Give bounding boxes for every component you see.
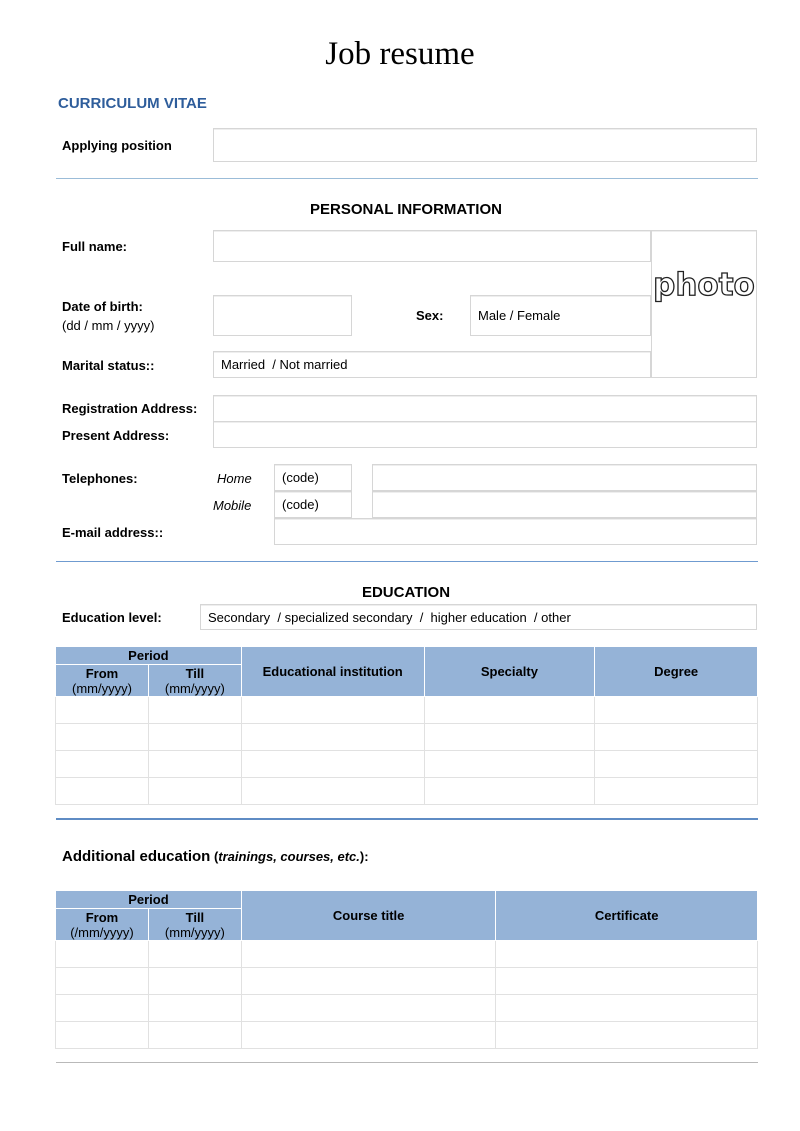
additional-education-heading: [62, 848, 369, 865]
cv-heading: CURRICULUM VITAE: [58, 95, 207, 112]
certificate-header: Certificate: [496, 891, 758, 941]
from-label: From: [85, 665, 119, 681]
table-cell[interactable]: [241, 941, 496, 968]
from-format: (mm/yyyy): [71, 680, 132, 696]
table-cell[interactable]: [148, 1022, 241, 1049]
table-cell[interactable]: [595, 724, 758, 751]
table-cell[interactable]: [56, 697, 149, 724]
table-row: [56, 968, 758, 995]
document-title: Job resume: [325, 36, 475, 72]
table-cell[interactable]: [56, 1022, 149, 1049]
table-cell[interactable]: [241, 778, 424, 805]
education-level-field[interactable]: [200, 604, 757, 630]
home-phone-code-field[interactable]: [274, 464, 352, 491]
home-code-placeholder: (code): [282, 470, 319, 485]
additional-heading-italic: trainings, courses, etc.: [218, 849, 360, 864]
table-cell[interactable]: [56, 941, 149, 968]
present-address-field[interactable]: [213, 421, 757, 448]
divider: [56, 1062, 758, 1063]
table-cell[interactable]: [496, 995, 758, 1022]
divider: [56, 818, 758, 820]
table-row: [56, 941, 758, 968]
table-cell[interactable]: [595, 697, 758, 724]
specialty-header: Specialty: [424, 647, 595, 697]
table-cell[interactable]: [148, 697, 241, 724]
till-header: [148, 665, 241, 697]
email-label: E-mail address::: [62, 525, 164, 540]
divider: [56, 561, 758, 562]
from-header: [56, 909, 149, 941]
from-header: [56, 665, 149, 697]
table-cell[interactable]: [241, 968, 496, 995]
table-cell[interactable]: [148, 995, 241, 1022]
table-cell[interactable]: [148, 724, 241, 751]
table-cell[interactable]: [148, 778, 241, 805]
home-phone-number-field[interactable]: [372, 464, 757, 491]
personal-info-heading: PERSONAL INFORMATION: [310, 201, 502, 218]
mobile-phone-number-field[interactable]: [372, 491, 757, 518]
from-label: From: [85, 909, 119, 925]
photo-label: photo: [653, 267, 755, 303]
till-format: (mm/yyyy): [164, 680, 225, 696]
education-heading: EDUCATION: [361, 584, 451, 601]
table-cell[interactable]: [496, 968, 758, 995]
table-cell[interactable]: [424, 724, 595, 751]
table-cell[interactable]: [424, 778, 595, 805]
education-table: [55, 646, 758, 805]
present-address-label: Present Address:: [62, 428, 170, 443]
period-header: Period: [56, 891, 242, 909]
applying-position-field[interactable]: [213, 128, 757, 162]
till-label: Till: [185, 665, 205, 681]
marital-status-label: Marital status::: [62, 358, 155, 373]
table-cell[interactable]: [595, 751, 758, 778]
table-row: [56, 751, 758, 778]
email-field[interactable]: [274, 518, 757, 545]
full-name-field[interactable]: [213, 230, 651, 262]
table-cell[interactable]: [148, 968, 241, 995]
home-phone-label: Home: [217, 471, 252, 486]
institution-header: Educational institution: [241, 647, 424, 697]
course-title-header: Course title: [241, 891, 496, 941]
table-cell[interactable]: [56, 995, 149, 1022]
table-cell[interactable]: [56, 968, 149, 995]
photo-box[interactable]: [651, 230, 757, 378]
table-cell[interactable]: [241, 697, 424, 724]
education-level-label: Education level:: [62, 610, 162, 625]
additional-education-table: [55, 890, 758, 1049]
registration-address-field[interactable]: [213, 395, 757, 422]
till-label: Till: [185, 909, 205, 925]
mobile-phone-code-field[interactable]: [274, 491, 352, 518]
table-cell[interactable]: [424, 751, 595, 778]
applying-position-label: Applying position: [62, 138, 172, 153]
dob-label: Date of birth:: [62, 299, 143, 314]
sex-field[interactable]: [470, 295, 651, 336]
telephones-label: Telephones:: [62, 471, 138, 486]
table-cell[interactable]: [148, 941, 241, 968]
till-format: (mm/yyyy): [164, 924, 225, 940]
table-cell[interactable]: [56, 778, 149, 805]
table-cell[interactable]: [595, 778, 758, 805]
table-cell[interactable]: [496, 941, 758, 968]
table-cell[interactable]: [56, 724, 149, 751]
registration-address-label: Registration Address:: [62, 401, 198, 416]
dob-field[interactable]: [213, 295, 352, 336]
table-row: [56, 724, 758, 751]
mobile-code-placeholder: (code): [282, 497, 319, 512]
table-cell[interactable]: [496, 1022, 758, 1049]
from-format: (/mm/yyyy): [70, 924, 134, 940]
table-cell[interactable]: [56, 751, 149, 778]
table-cell[interactable]: [241, 724, 424, 751]
table-row: [56, 995, 758, 1022]
marital-status-field[interactable]: [213, 351, 651, 378]
sex-value: Male / Female: [478, 308, 561, 323]
table-row: [56, 697, 758, 724]
mobile-phone-label: Mobile: [213, 498, 252, 513]
marital-status-value: Married / Not married: [221, 357, 348, 372]
table-cell[interactable]: [241, 1022, 496, 1049]
table-cell[interactable]: [148, 751, 241, 778]
additional-heading-paren: (: [210, 849, 219, 864]
education-level-value: Secondary / specialized secondary / higher education / other: [208, 609, 571, 625]
dob-format: (dd / mm / yyyy): [62, 318, 155, 333]
till-header: [148, 909, 241, 941]
table-row: [56, 778, 758, 805]
additional-heading-main: Additional education: [62, 848, 211, 865]
period-header: Period: [56, 647, 242, 665]
full-name-label: Full name:: [62, 239, 128, 254]
table-cell[interactable]: [241, 995, 496, 1022]
divider: [56, 178, 758, 179]
additional-heading-paren: ):: [359, 849, 369, 864]
table-cell[interactable]: [241, 751, 424, 778]
table-row: [56, 1022, 758, 1049]
sex-label: Sex:: [416, 308, 444, 323]
table-cell[interactable]: [424, 697, 595, 724]
degree-header: Degree: [595, 647, 758, 697]
